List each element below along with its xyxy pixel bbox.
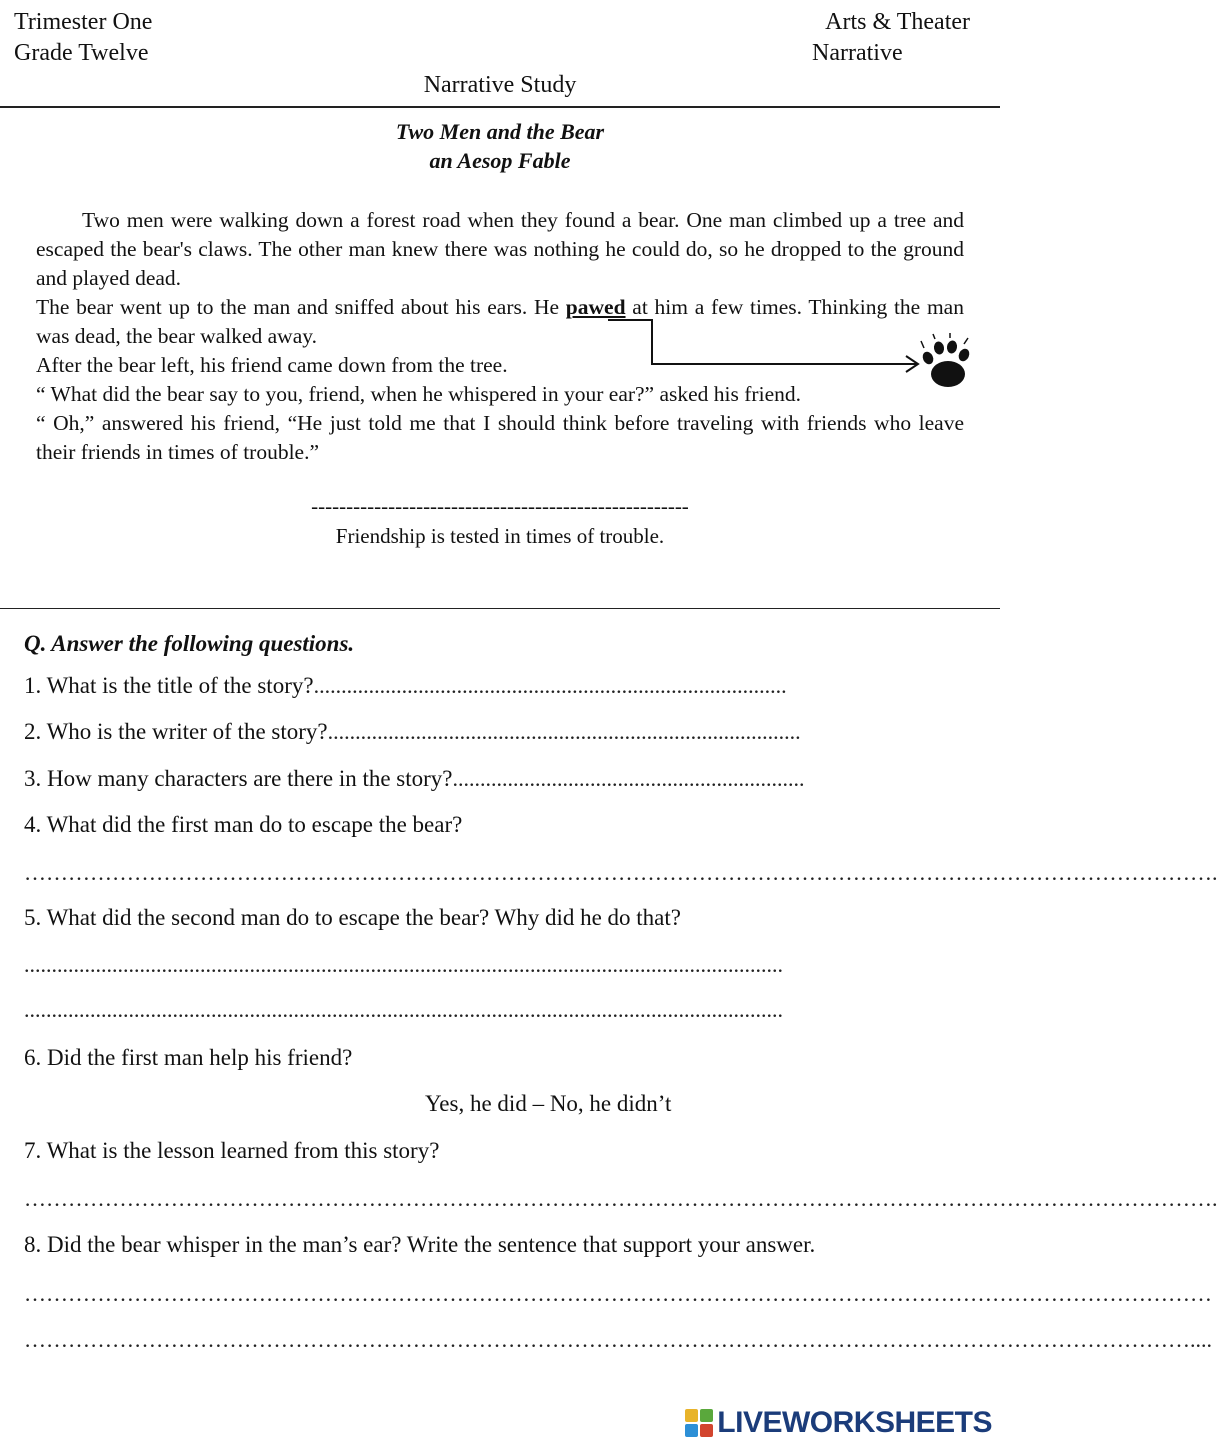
answer-line-5a[interactable]: .......................................................................................................................................... (24, 952, 783, 977)
header-trimester: Trimester One (14, 9, 153, 35)
story-paragraph-1: Two men were walking down a forest road when they found a bear. One man climbed up a tree and escaped the bear's claws. The other man knew there was nothing he could do, so he dropped to the ground and played dead. (36, 208, 964, 290)
header-study-title: Narrative Study (423, 72, 577, 98)
answer-line-8b[interactable]: …………………………………………………………………………………………………………………………………………….... (24, 1327, 1212, 1352)
bear-paw-icon (918, 336, 976, 394)
moral-divider: ------------------------------------------------------ (311, 494, 689, 518)
story-subtitle: an Aesop Fable (429, 148, 571, 173)
header-divider (0, 106, 1000, 108)
answer-line-5b[interactable]: .......................................................................................................................................... (24, 997, 783, 1022)
question-8: 8. Did the bear whisper in the man’s ear? Write the sentence that support your answer. (24, 1232, 816, 1257)
answer-line-1[interactable]: ...................................................................................... (313, 673, 787, 698)
keyword-pawed: pawed (565, 295, 626, 319)
question-1: 1. What is the title of the story?...................................................................................... (24, 673, 787, 698)
header-genre: Narrative (812, 40, 903, 66)
logo-text: LIVEWORKSHEETS (717, 1406, 992, 1439)
answer-line-8a[interactable]: ……………………………………………………………………………………………………………………………………………… (24, 1281, 1212, 1306)
question-3: 3. How many characters are there in the story?................................................................ (24, 766, 805, 791)
answer-line-2[interactable]: ...................................................................................... (327, 719, 801, 744)
header-grade: Grade Twelve (14, 40, 149, 66)
questions-heading: Q. Answer the following questions. (24, 631, 355, 656)
section-divider (0, 608, 1000, 609)
story-paragraph-4: “ What did the bear say to you, friend, when he whispered in your ear?” asked his friend. (36, 382, 801, 406)
answer-line-4[interactable]: ………………………………………………………………………………………………………………………………………………. (24, 860, 1218, 885)
question-6-options[interactable]: Yes, he did – No, he didn’t (425, 1091, 672, 1116)
story-title: Two Men and the Bear (395, 119, 605, 144)
answer-line-7[interactable]: ………………………………………………………………………………………………………………………………………………. (24, 1186, 1218, 1211)
story-paragraph-5: “ Oh,” answered his friend, “He just told me that I should think before traveling with friends who leave their friends in times of trouble.” (36, 411, 964, 464)
question-6: 6. Did the first man help his friend? (24, 1045, 353, 1070)
liveworksheets-mark-icon (685, 1409, 713, 1437)
question-2: 2. Who is the writer of the story?...................................................................................... (24, 719, 801, 744)
arrow-icon (600, 316, 930, 376)
liveworksheets-logo (685, 1405, 992, 1441)
question-7: 7. What is the lesson learned from this story? (24, 1138, 440, 1163)
question-4: 4. What did the first man do to escape the bear? (24, 812, 463, 837)
story-paragraph-2: The bear went up to the man and sniffed about his ears. He pawed at him a few times. Thinking the man was dead, the bear walked away. (36, 295, 964, 348)
answer-line-3[interactable]: ................................................................ (452, 766, 805, 791)
header-subject: Arts & Theater (825, 9, 970, 35)
question-5: 5. What did the second man do to escape the bear? Why did he do that? (24, 905, 681, 930)
moral-text: Friendship is tested in times of trouble. (335, 524, 665, 548)
story-paragraph-3: After the bear left, his friend came down from the tree. (36, 353, 508, 377)
